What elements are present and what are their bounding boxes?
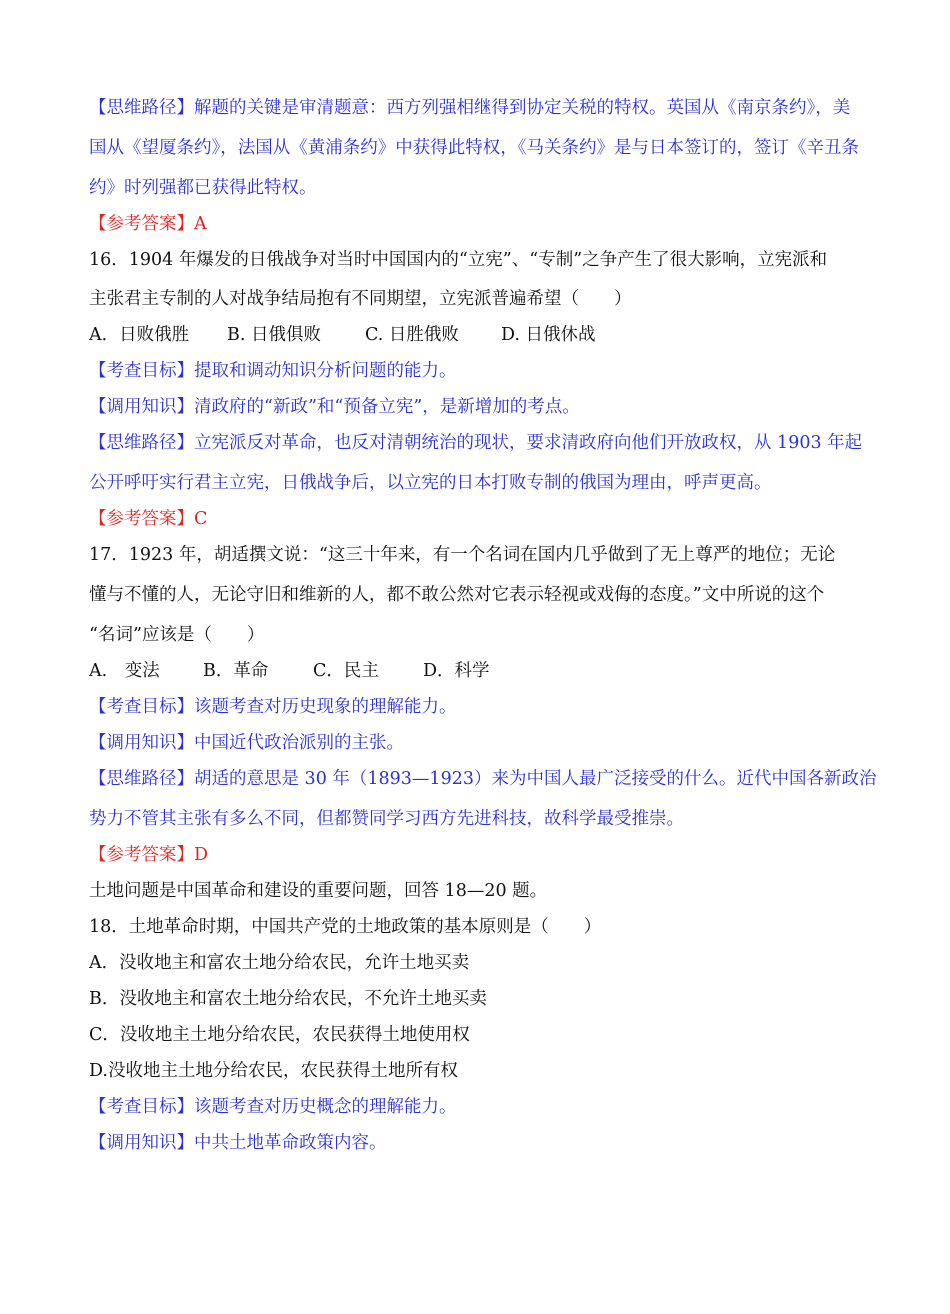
q17-analysis-line-2: 势力不管其主张有多么不同，但都赞同学习西方先进科技，故科学最受推崇。 xyxy=(89,809,684,829)
q16-option-c: C. 日胜俄败 xyxy=(365,325,459,345)
q17-option-a: A. 变法 xyxy=(89,661,160,681)
q17-answer-tag: 【参考答案】 xyxy=(89,845,194,865)
q17-knowledge: 【调用知识】中国近代政治派别的主张。 xyxy=(89,733,404,753)
q16-analysis-line-2: 公开呼吁实行君主立宪，日俄战争后，以立宪的日本打败专制的俄国为理由，呼声更高。 xyxy=(89,473,772,493)
q18-option-a: A．没收地主和富农土地分给农民，允许土地买卖 xyxy=(89,953,470,973)
q16-knowledge-tag: 【调用知识】 xyxy=(89,397,194,417)
q18-option-b: B．没收地主和富农土地分给农民，不允许土地买卖 xyxy=(89,989,487,1009)
q17-target-tag: 【考查目标】 xyxy=(89,697,194,717)
q16-option-b: B. 日俄俱败 xyxy=(227,325,321,345)
q16-option-d: D. 日俄休战 xyxy=(501,325,596,345)
q17-answer xyxy=(89,843,208,867)
q16-analysis-line-1: 【思维路径】立宪派反对革命，也反对清朝统治的现状，要求清政府向他们开放政权，从 1903 年起 xyxy=(89,433,863,453)
q15-analysis-tag: 【思维路径】 xyxy=(89,98,194,118)
q16-answer-tag: 【参考答案】 xyxy=(89,509,194,529)
q15-analysis-line-1: 【思维路径】解题的关键是审清题意：西方列强相继得到协定关税的特权。英国从《南京条约》，美 xyxy=(89,98,851,118)
q17-option-d: D．科学 xyxy=(423,661,490,681)
q17-answer-value: D xyxy=(194,845,209,865)
q15-answer-tag: 【参考答案】 xyxy=(89,214,194,234)
q16-options xyxy=(89,323,596,347)
q16-target-tag: 【考查目标】 xyxy=(89,361,194,381)
group-intro: 土地问题是中国革命和建设的重要问题，回答 18—20 题。 xyxy=(89,881,548,901)
q18-target: 【考查目标】该题考查对历史概念的理解能力。 xyxy=(89,1097,457,1117)
q17-knowledge-tag: 【调用知识】 xyxy=(89,733,194,753)
q17-analysis-line-1: 【思维路径】胡适的意思是 30 年（1893—1923）来为中国人最广泛接受的什么。近代中国各新政治 xyxy=(89,769,877,789)
q15-answer xyxy=(89,212,207,236)
q16-answer-value: C xyxy=(194,509,208,529)
q18-stem: 18．土地革命时期，中国共产党的土地政策的基本原则是（ ） xyxy=(89,917,602,937)
q18-target-tag: 【考查目标】 xyxy=(89,1097,194,1117)
q18-knowledge-tag: 【调用知识】 xyxy=(89,1133,194,1153)
q18-knowledge: 【调用知识】中共土地革命政策内容。 xyxy=(89,1133,387,1153)
q17-option-c: C．民主 xyxy=(313,661,379,681)
q16-target: 【考查目标】提取和调动知识分析问题的能力。 xyxy=(89,361,457,381)
q16-analysis-tag: 【思维路径】 xyxy=(89,433,194,453)
q15-analysis-line-2: 国从《望厦条约》，法国从《黄浦条约》中获得此特权，《马关条约》是与日本签订的，签订《辛丑条 xyxy=(89,138,859,158)
q17-stem-line-2: 懂与不懂的人，无论守旧和维新的人，都不敢公然对它表示轻视或戏侮的态度。”文中所说的这个 xyxy=(89,585,825,605)
q18-option-d: D.没收地主土地分给农民，农民获得土地所有权 xyxy=(89,1061,458,1081)
q16-knowledge: 【调用知识】清政府的“新政”和“预备立宪”，是新增加的考点。 xyxy=(89,397,580,417)
q18-option-c: C．没收地主土地分给农民，农民获得土地使用权 xyxy=(89,1025,470,1045)
q17-stem-line-1: 17．1923 年，胡适撰文说：“这三十年来，有一个名词在国内几乎做到了无上尊严的地位；无论 xyxy=(89,545,836,565)
q17-target: 【考查目标】该题考查对历史现象的理解能力。 xyxy=(89,697,457,717)
q17-analysis-tag: 【思维路径】 xyxy=(89,769,194,789)
q17-option-b: B．革命 xyxy=(203,661,269,681)
q15-answer-value: A xyxy=(194,214,207,234)
q17-stem-line-3: “名词”应该是（ ） xyxy=(89,625,265,645)
q16-stem-line-2: 主张君主专制的人对战争结局抱有不同期望，立宪派普遍希望（ ） xyxy=(89,289,632,309)
q16-answer xyxy=(89,507,207,531)
q16-option-a: A．日败俄胜 xyxy=(89,325,190,345)
q17-options xyxy=(89,659,490,683)
q16-stem-line-1: 16．1904 年爆发的日俄战争对当时中国国内的“立宪”、“专制”之争产生了很大影响，立宪派和 xyxy=(89,250,828,270)
q15-analysis-line-3: 约》时列强都已获得此特权。 xyxy=(89,178,317,198)
